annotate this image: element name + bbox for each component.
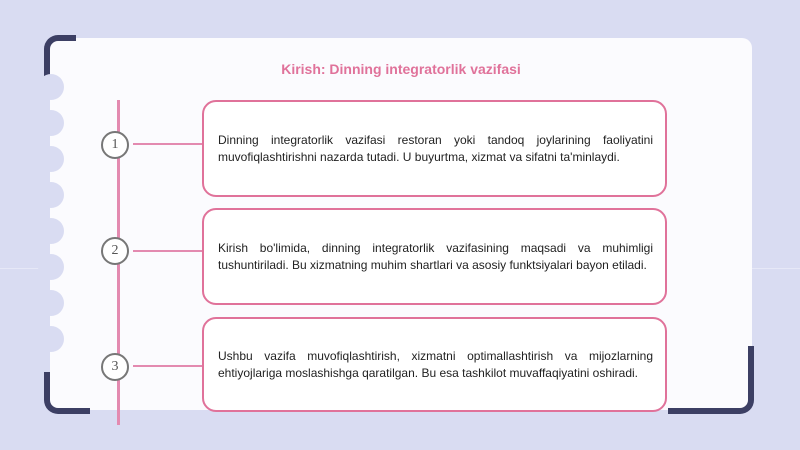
step-number-3: 3 <box>101 353 129 381</box>
paper-notch <box>38 290 64 316</box>
step-number-1: 1 <box>101 131 129 159</box>
paper-notch <box>38 182 64 208</box>
step-text-2: Kirish bo'limida, dinning integratorlik vazifasining maqsadi va muhimligi tushuntiriladi. Bu xizmatning muhim shartlari va asosiy funktsiyalari bayon etiladi. <box>218 240 653 272</box>
step-connector <box>133 365 203 367</box>
paper-notch <box>38 218 64 244</box>
step-connector <box>133 143 203 145</box>
slide-title: Kirish: Dinning integratorlik vazifasi <box>281 61 521 77</box>
step-box-1 <box>202 100 667 197</box>
step-connector <box>133 250 203 252</box>
paper-notch <box>38 326 64 352</box>
paper-notch <box>38 146 64 172</box>
step-number-2: 2 <box>101 237 129 265</box>
step-box-3 <box>202 317 667 412</box>
paper-notch <box>38 110 64 136</box>
paper-notch <box>38 254 64 280</box>
paper-notch <box>38 74 64 100</box>
step-box-2 <box>202 208 667 305</box>
frame-corner-bottom-left <box>44 372 90 414</box>
step-text-1: Dinning integratorlik vazifasi restoran yoki tandoq joylarining faoliyatini muvofiqlashtirishni nazarda tutadi. U buyurtma, xizmat va sifatni ta'minlaydi. <box>218 132 653 164</box>
step-text-3: Ushbu vazifa muvofiqlashtirish, xizmatni optimallashtirish va mijozlarning ehtiyojlariga moslashishga qaratilgan. Bu esa tashkilot muvaffaqiyatini oshiradi. <box>218 348 653 380</box>
frame-corner-bottom-right <box>668 346 754 414</box>
